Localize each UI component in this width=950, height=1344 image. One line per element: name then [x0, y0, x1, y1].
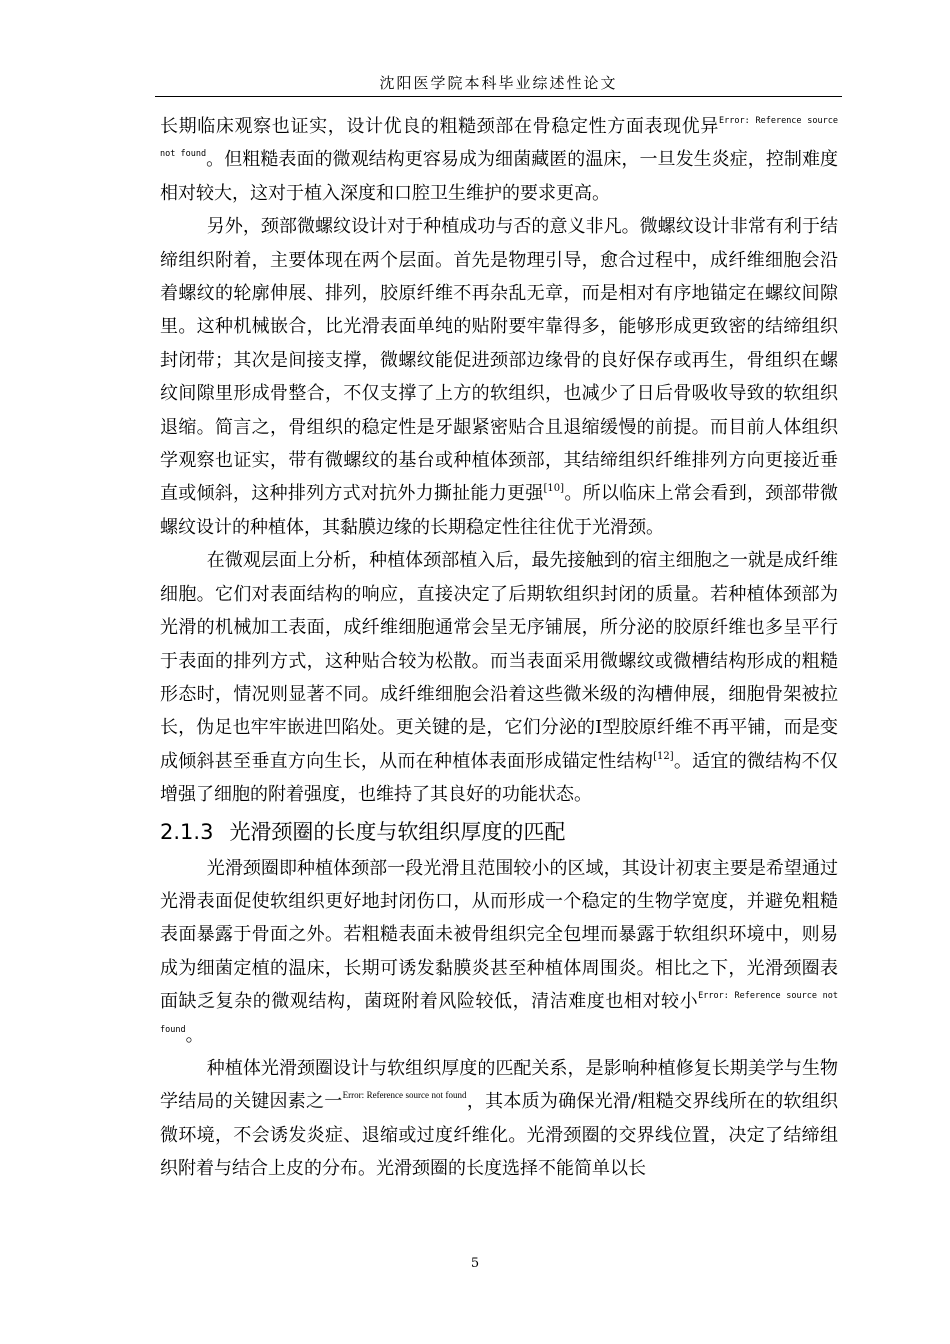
document-body	[160, 110, 838, 1186]
citation-error-2: Error: Reference source not found	[160, 991, 838, 1035]
paragraph-3: 在微观层面上分析，种植体颈部植入后，最先接触到的宿主细胞之一就是成纤维细胞。它们对表面结构的响应，直接决定了后期软组织封闭的质量。若种植体颈部为光滑的机械加工表面，成纤维细胞通常会呈无序铺展，所分泌的胶原纤维也多呈平行于表面的排列方式，这种贴合较为松散。而当表面采用微螺纹或微槽结构形成的粗糙形态时，情况则显著不同。成纤维细胞会沿着这些微米级的沟槽伸展，细胞骨架被拉长，伪足也牢牢嵌进凹陷处。更关键的是，它们分泌的Ⅰ型胶原纤维不再平铺，而是变成倾斜甚至垂直方向生长，从而在种植体表面形成锚定性结构[12]。适宜的微结构不仅增强了细胞的附着强度，也维持了其良好的功能状态。	[160, 550, 839, 806]
page-number: 5	[470, 1256, 480, 1271]
section-heading	[160, 812, 838, 852]
paragraph-4: 光滑颈圈即种植体颈部一段光滑且范围较小的区域，其设计初衷主要是希望通过光滑表面促使软组织更好地封闭伤口，从而形成一个稳定的生物学宽度，并避免粗糙表面暴露于骨面之外。若粗糙表面未被骨组织完全包埋而暴露于软组织环境中，则易成为细菌定植的温床，长期可诱发黏膜炎甚至种植体周围炎。相比之下，光滑颈圈表面缺乏复杂的微观结构，菌斑附着风险较低，清洁难度也相对较小$^{Error: Reference source not found}$。	[160, 857, 838, 1046]
citation-error-3: Error: Reference source not found	[342, 1090, 467, 1101]
citation-10: [10]	[543, 483, 565, 495]
citation-12: [12]	[653, 750, 674, 762]
section-number: 2.1.3	[160, 819, 214, 844]
paragraph-2: 另外，颈部微螺纹设计对于种植成功与否的意义非凡。微螺纹设计非常有利于结缔组织附着，主要体现在两个层面。首先是物理引导，愈合过程中，成纤维细胞会沿着螺纹的轮廓伸展、排列，胶原纤维不再杂乱无章，而是相对有序地锚定在螺纹间隙里。这种机械嵌合，比光滑表面单纯的贴附要牢靠得多，能够形成更致密的结缔组织封闭带；其次是间接支撑，微螺纹能促进颈部边缘骨的良好保存或再生，骨组织在螺纹间隙里形成骨整合，不仅支撑了上方的软组织，也减少了日后骨吸收导致的软组织退缩。简言之，骨组织的稳定性是牙龈紧密贴合且退缩缓慢的前提。而目前人体组织学观察也证实，带有微螺纹的基台或种植体颈部，其结缔组织纤维排列方向更接近垂直或倾斜，这种排列方式对抗外力撕扯能力更强[10]。所以临床上常会看到，颈部带微螺纹设计的种植体，其黏膜边缘的长期稳定性往往优于光滑颈。	[160, 216, 839, 538]
section-title: 光滑颈圈的长度与软组织厚度的匹配	[229, 819, 566, 844]
header-title: 沈阳医学院本科毕业综述性论文	[379, 74, 618, 92]
paragraph-5: 种植体光滑颈圈设计与软组织厚度的匹配关系，是影响种植修复长期美学与生物学结局的关键因素之一$^{Error: Reference source not found}$，其本质为确保光滑/粗糙交界线所在的软组织微环境，不会诱发炎症、退缩或过度纤维化。光滑颈圈的交界线位置，决定了结缔组织附着与结合上皮的分布。光滑颈圈的长度选择不能简单以长	[160, 1057, 839, 1180]
citation-error-1: Error: Reference source not found	[160, 116, 839, 160]
page-header	[155, 70, 842, 97]
paragraph-1: 长期临床观察也证实，设计优良的粗糙颈部在骨稳定性方面表现优异$^{Error: Reference source not found}$。但粗糙表面的微观结构更容易成为细菌藏匿的温床，一旦发生炎症，控制难度相对较大，这对于植入深度和口腔卫生维护的要求更高。	[160, 116, 839, 204]
